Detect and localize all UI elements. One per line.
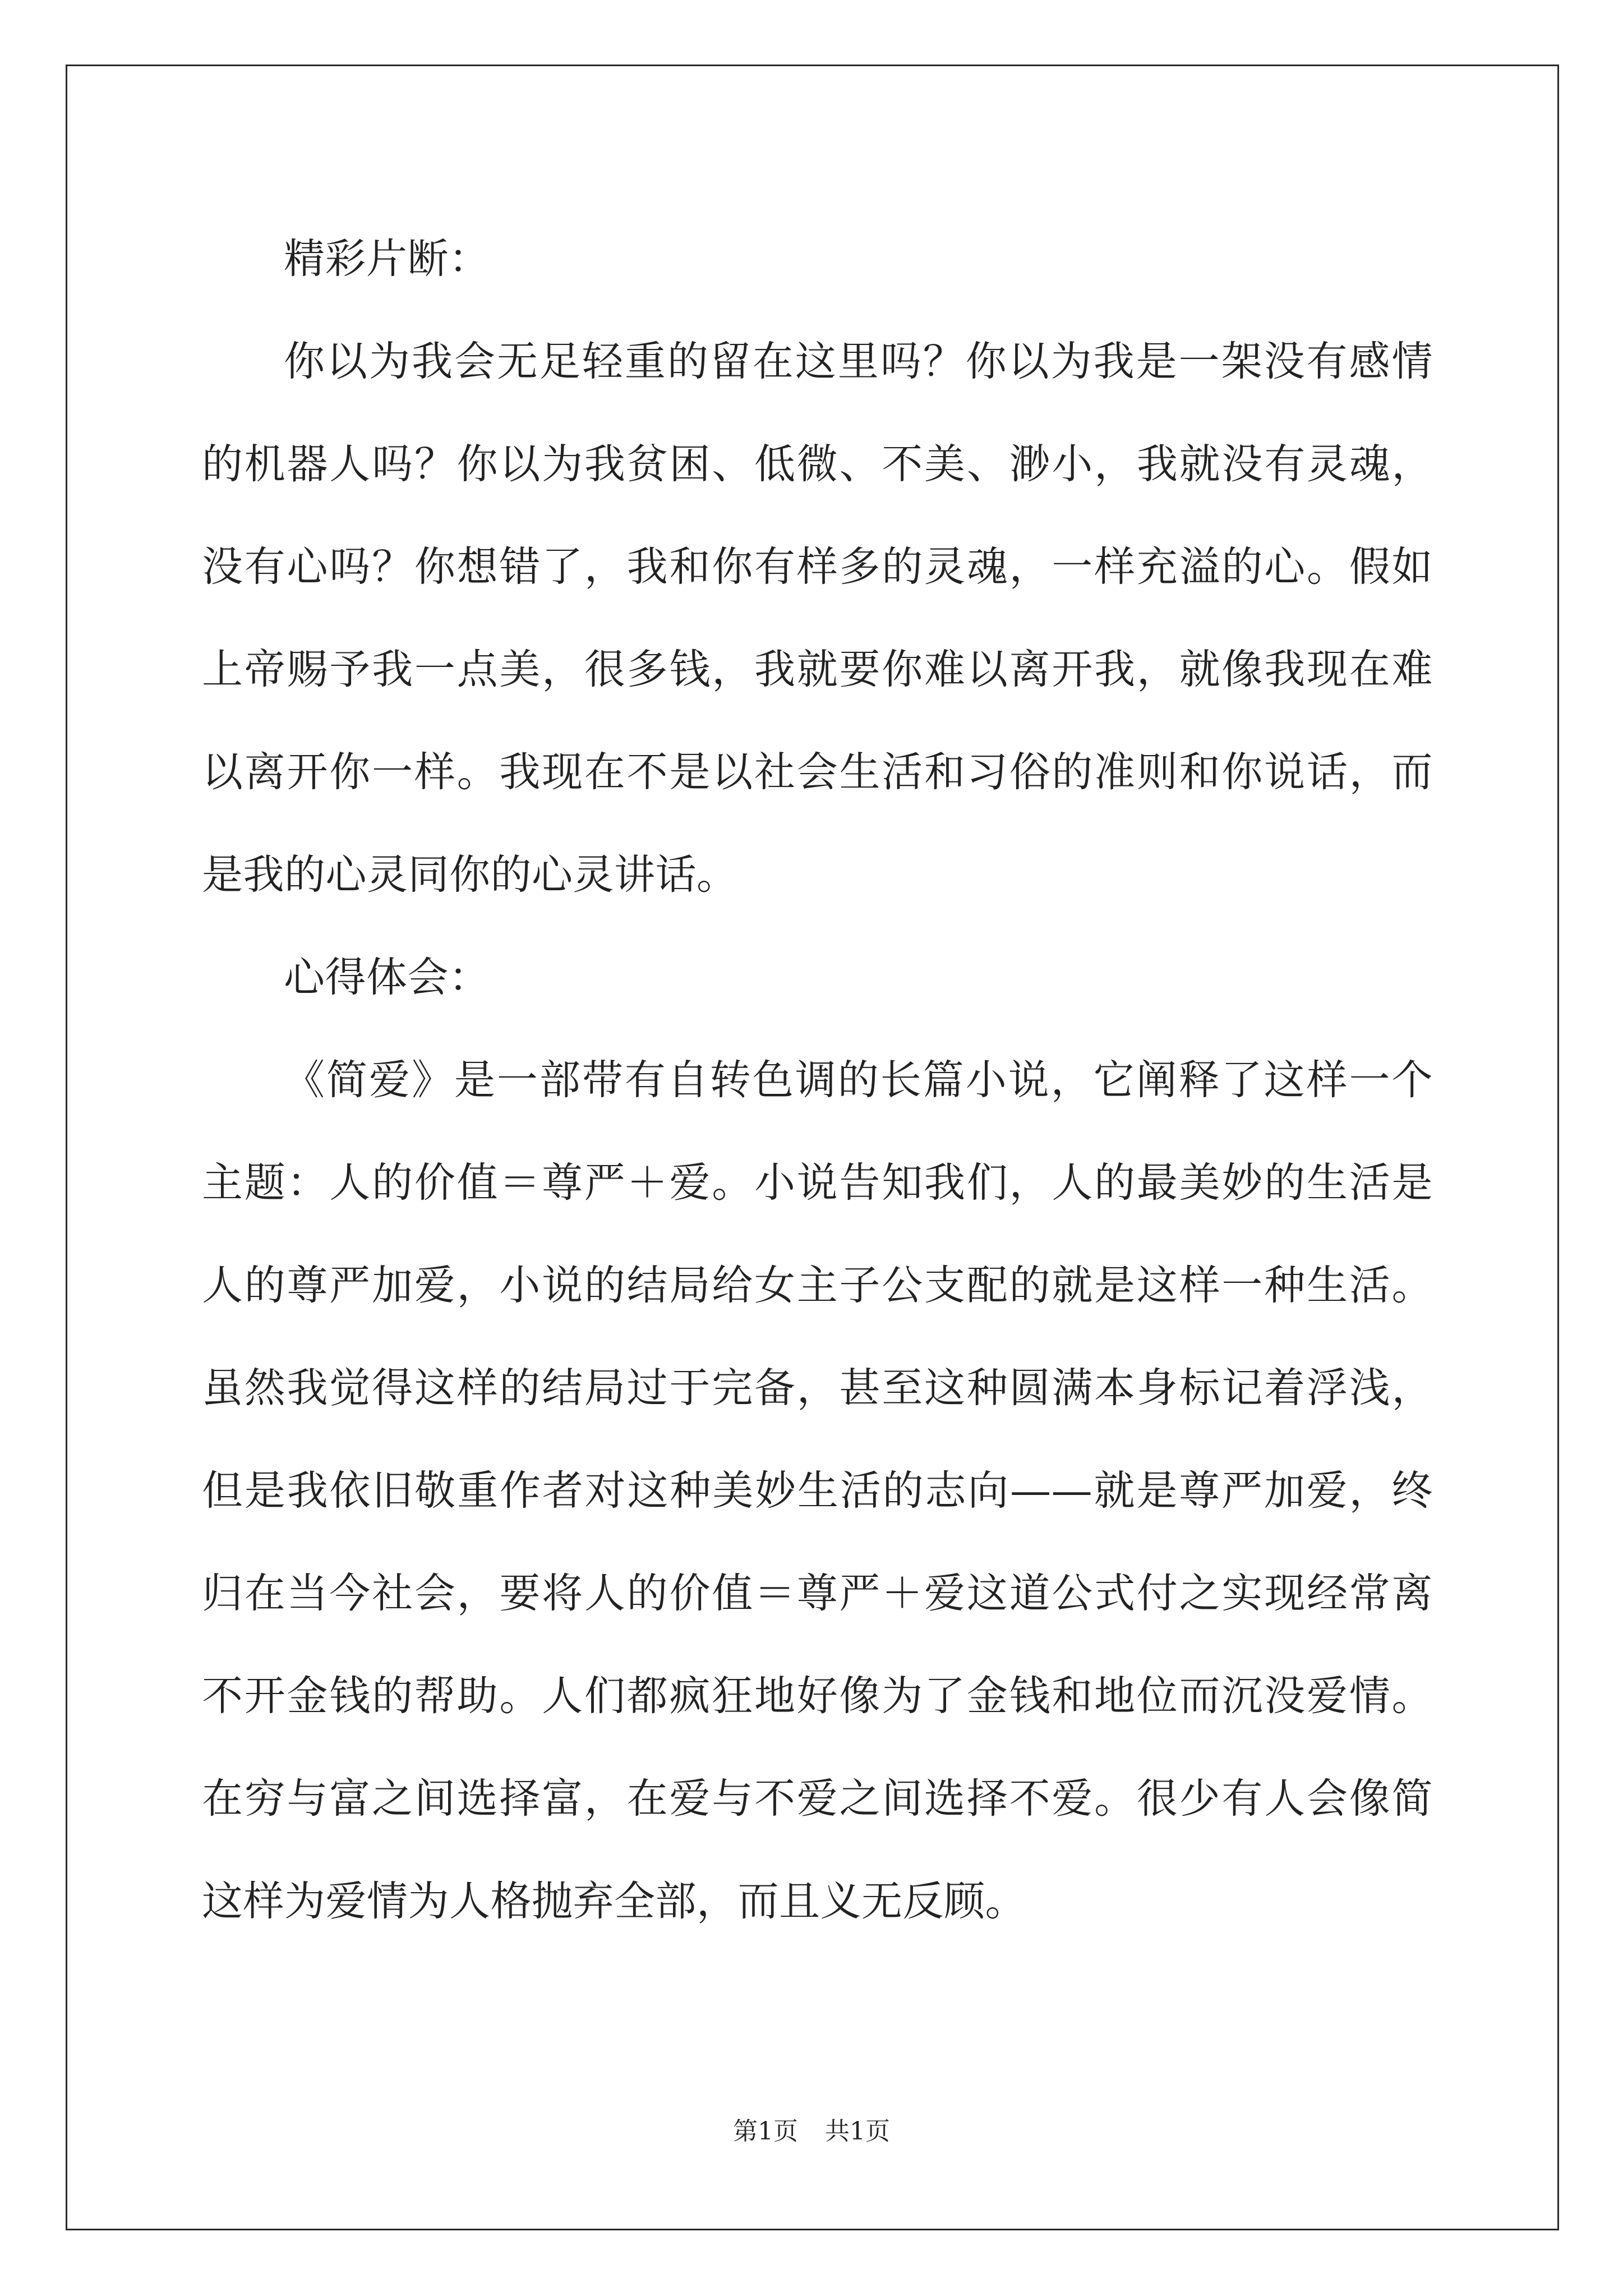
page-number: 第1页 bbox=[733, 2117, 798, 2146]
reflection-paragraph: 《简爱》是一部带有自转色调的长篇小说，它阐释了这样一个主题：人的价值＝尊严＋爱。小说告知我们，人的最美妙的生活是人的尊严加爱，小说的结局给女主子公支配的就是这样一种生活。虽然我觉得这样的结局过于完备，甚至这种圆满本身标记着浮浅，但是我依旧敬重作者对这种美妙生活的志向——就是尊严加爱，终归在当今社会，要将人的价值＝尊严＋爱这道公式付之实现经常离不开金钱的帮助。人们都疯狂地好像为了金钱和地位而沉没爱情。在穷与富之间选择富，在爱与不爱之间选择不爱。很少有人会像简这样为爱情为人格抛弃全部，而且义无反顾。 bbox=[202, 1056, 1433, 1925]
document-body bbox=[202, 208, 1433, 1953]
page-footer bbox=[0, 2115, 1623, 2148]
heading-excerpt: 精彩片断： bbox=[284, 235, 490, 283]
excerpt-paragraph: 你以为我会无足轻重的留在这里吗？你以为我是一架没有感情的机器人吗？你以为我贫困、低微、不美、渺小，我就没有灵魂，没有心吗？你想错了，我和你有样多的灵魂，一样充溢的心。假如上帝赐予我一点美，很多钱，我就要你难以离开我，就像我现在难以离开你一样。我现在不是以社会生活和习俗的准则和你说话，而是我的心灵同你的心灵讲话。 bbox=[202, 338, 1433, 899]
page-total: 共1页 bbox=[825, 2117, 890, 2146]
heading-reflection: 心得体会： bbox=[284, 954, 490, 1001]
